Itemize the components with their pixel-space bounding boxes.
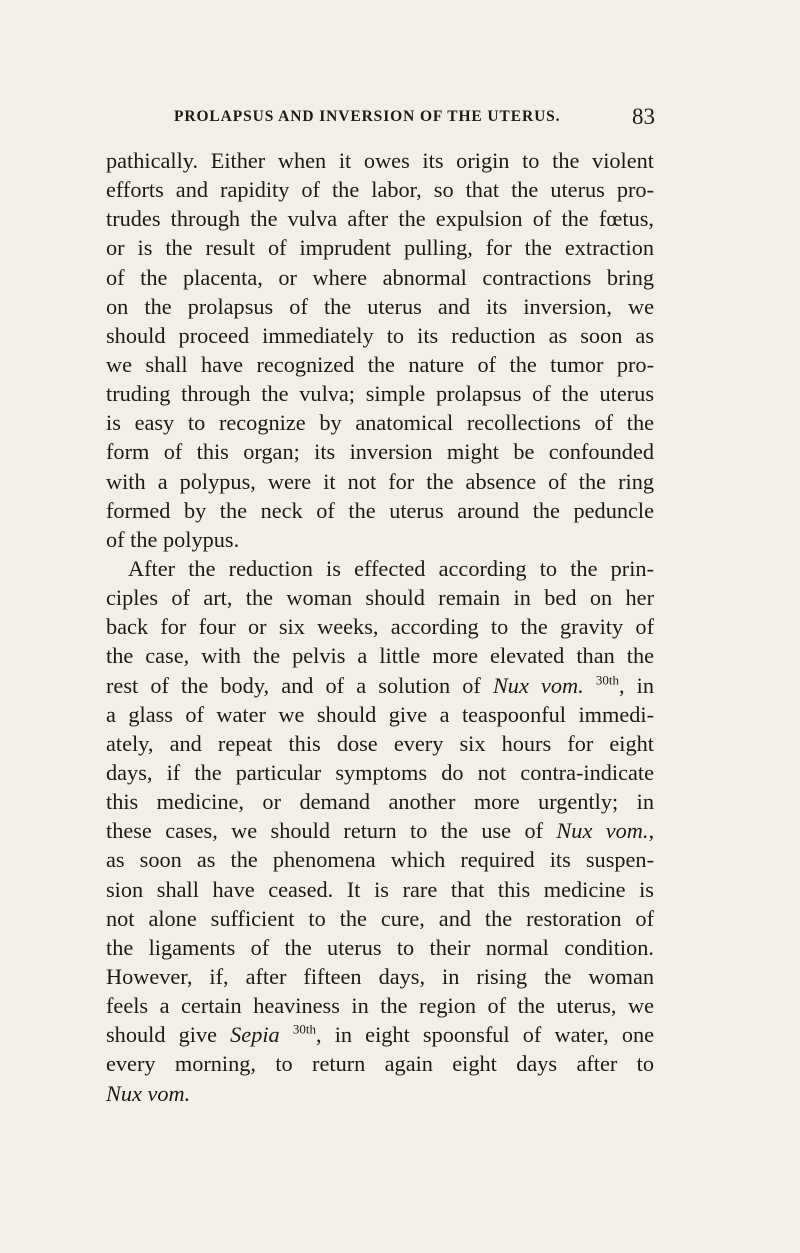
text-run: these cases, we should return to the use of bbox=[106, 818, 544, 844]
text-line: or is the result of imprudent pulling, for the extraction bbox=[106, 235, 654, 261]
text-line: the ligaments of the uterus to their normal condition. bbox=[106, 934, 654, 960]
remedy-name: Sepia bbox=[230, 1022, 280, 1048]
text-run: , in eight spoonsful of water, one bbox=[315, 1022, 655, 1048]
text-line: feels a certain heaviness in the region of the uterus, we bbox=[106, 993, 654, 1019]
text-line: days, if the particular symptoms do not contra-indicate bbox=[106, 759, 654, 785]
text-line: of the polypus. bbox=[106, 526, 240, 552]
remedy-name: Nux vom. bbox=[106, 1080, 191, 1106]
text-line: not alone sufficient to the cure, and the restoration of bbox=[106, 905, 654, 931]
text-line: should proceed immediately to its reduction as soon as bbox=[106, 322, 654, 348]
running-title: PROLAPSUS AND INVERSION OF THE UTERUS. bbox=[174, 108, 561, 125]
text-line: the case, with the pelvis a little more elevated than the bbox=[106, 643, 654, 669]
text-line bbox=[106, 1079, 654, 1108]
text-line bbox=[106, 1020, 654, 1049]
body-text bbox=[106, 146, 654, 1108]
text-line: as soon as the phenomena which required its suspen- bbox=[106, 847, 654, 873]
text-line: efforts and rapidity of the labor, so that the uterus pro- bbox=[106, 177, 654, 203]
text-run: rest of the body, and of a solution of bbox=[106, 672, 481, 698]
page-number: 83 bbox=[632, 104, 655, 129]
text-line: sion shall have ceased. It is rare that this medicine is bbox=[106, 876, 654, 902]
text-line: this medicine, or demand another more urgently; in bbox=[106, 789, 654, 815]
text-line: pathically. Either when it owes its origin to the violent bbox=[106, 148, 654, 173]
text-line: on the prolapsus of the uterus and its inversion, we bbox=[106, 293, 654, 319]
text-line: ciples of art, the woman should remain in bed on her bbox=[106, 585, 654, 611]
text-line: truding through the vulva; simple prolapsus of the uterus bbox=[106, 381, 654, 407]
text-line: every morning, to return again eight days after to bbox=[106, 1051, 654, 1077]
text-line: back for four or six weeks, according to the gravity of bbox=[106, 614, 654, 640]
potency-mark: 30th bbox=[595, 672, 619, 688]
text-line: trudes through the vulva after the expulsion of the fœtus, bbox=[106, 206, 654, 232]
page-header bbox=[174, 104, 655, 136]
text-line: However, if, after fifteen days, in rising the woman bbox=[106, 963, 654, 989]
text-line: a glass of water we should give a teaspoonful immedi- bbox=[106, 701, 654, 727]
text-line: is easy to recognize by anatomical recollections of the bbox=[106, 410, 654, 436]
text-line: ately, and repeat this dose every six hours for eight bbox=[106, 730, 654, 756]
text-line bbox=[106, 816, 654, 845]
text-run: should give bbox=[106, 1022, 217, 1048]
text-line: of the placenta, or where abnormal contractions bring bbox=[106, 264, 654, 290]
text-line: After the reduction is effected according to the prin- bbox=[128, 555, 654, 581]
text-line: formed by the neck of the uterus around the peduncle bbox=[106, 497, 654, 523]
text-line bbox=[106, 671, 654, 700]
text-run: , bbox=[648, 818, 655, 844]
text-line: form of this organ; its inversion might be confounded bbox=[106, 439, 654, 465]
potency-mark: 30th bbox=[292, 1021, 316, 1037]
remedy-name: Nux vom. bbox=[492, 672, 584, 698]
text-line: we shall have recognized the nature of the tumor pro- bbox=[106, 351, 654, 377]
remedy-name: Nux vom. bbox=[556, 818, 649, 844]
text-run: , in bbox=[618, 672, 654, 698]
text-line: with a polypus, were it not for the absence of the ring bbox=[106, 468, 654, 494]
